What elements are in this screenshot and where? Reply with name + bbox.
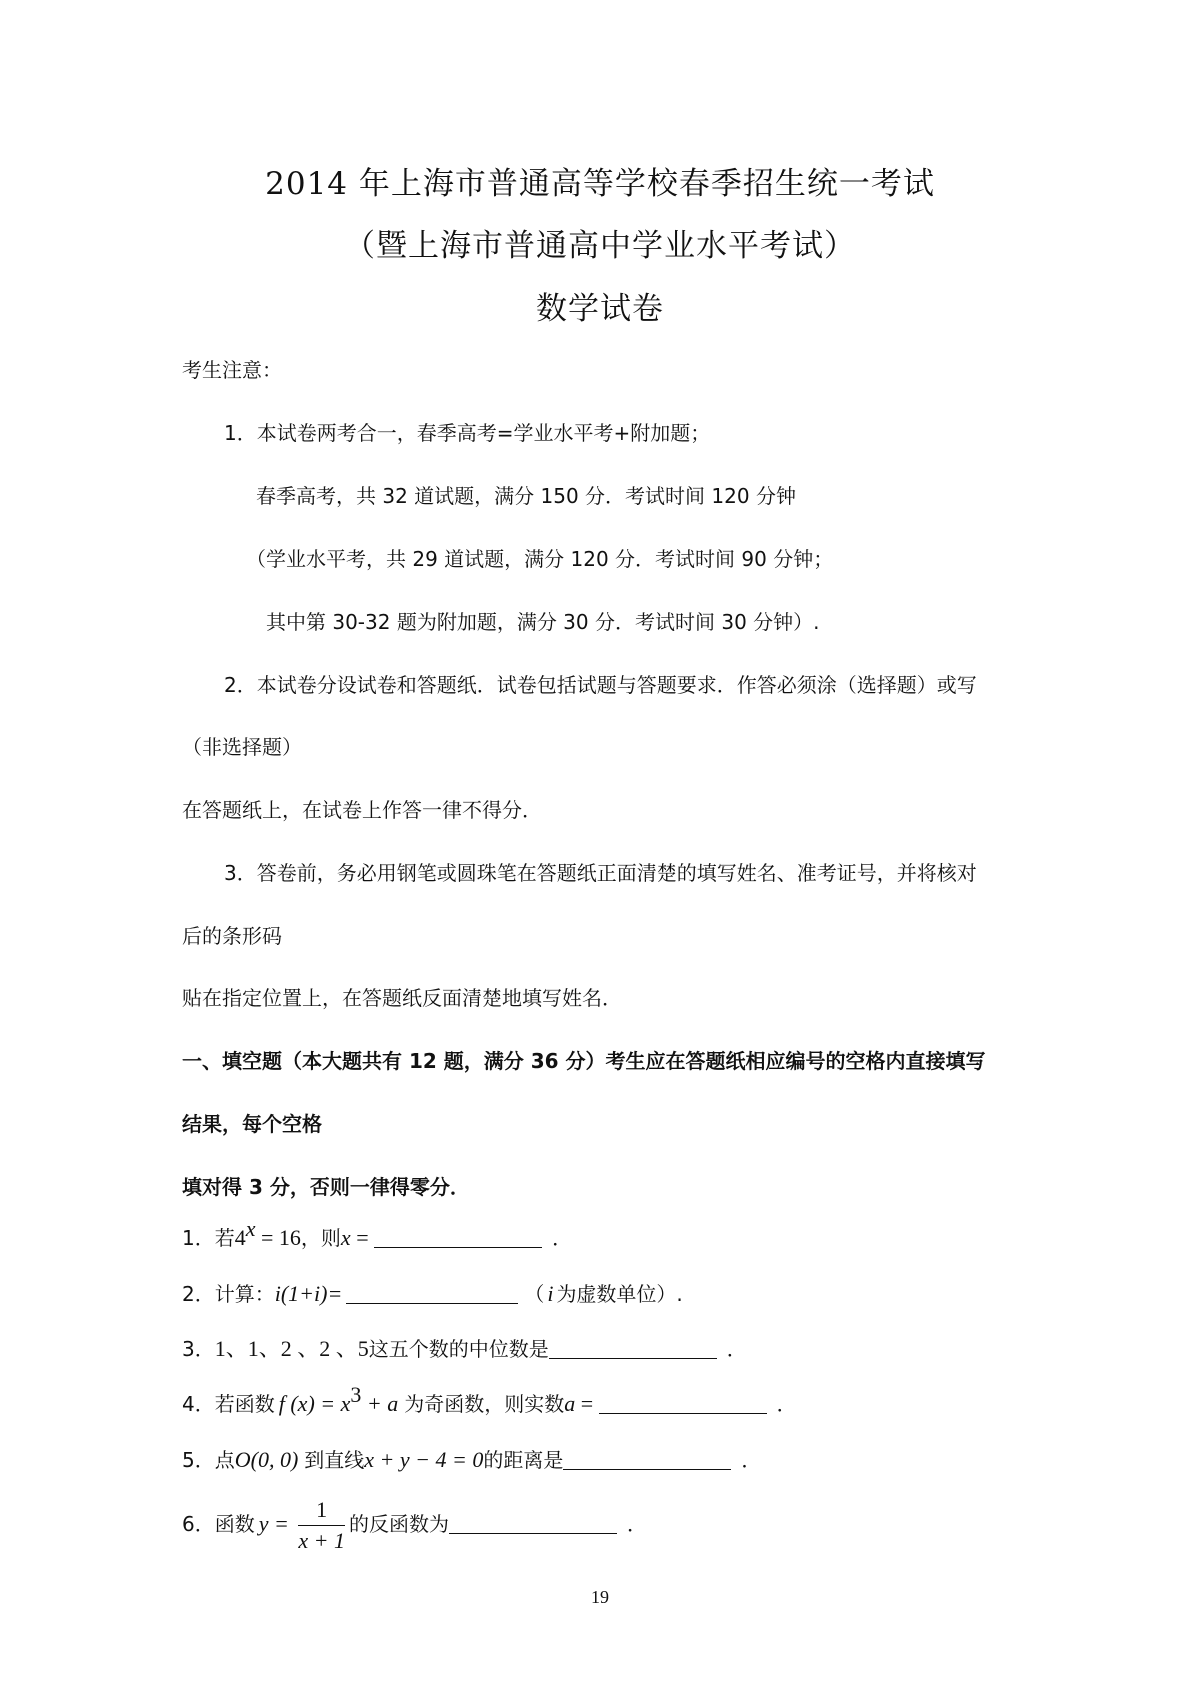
question-text: 的距离是 [483,1448,564,1472]
question-number: 2．计算： [182,1282,275,1306]
math-numbers: 1、1、2 、2 、5 [214,1336,369,1361]
notice-item-1-spring: 春季高考，共 32 道试题，满分 150 分．考试时间 120 分钟 [256,484,796,508]
question-2 [182,1282,683,1306]
question-text: 为虚数单位）. [556,1282,683,1306]
math-function: f (x) = x [278,1391,351,1416]
math-exponent: x [245,1216,256,1241]
math-equation: = 16 [255,1225,301,1250]
question-end: ． [726,1337,747,1361]
question-end: ． [626,1512,647,1536]
exam-subtitle: （暨上海市普通高中学业水平考试） [344,228,856,264]
math-line-equation: x + y − 4 = 0 [364,1447,484,1472]
notice-heading: 考生注意： [182,358,282,382]
question-text: 的反函数为 [348,1512,449,1536]
notice-item-2: 2．本试卷分设试卷和答题纸．试卷包括试题与答题要求．作答必须涂（选择题）或写 [224,673,977,697]
math-fraction [298,1497,345,1554]
notice-item-1: 1．本试卷两考合一，春季高考=学业水平考+附加题； [224,421,711,445]
section1-heading-end: 填对得 3 分，否则一律得零分． [182,1175,470,1199]
notice-item-3-end: 贴在指定位置上，在答题纸反面清楚地填写姓名． [182,986,622,1010]
math-equals: = [350,1225,375,1250]
answer-blank[interactable] [599,1393,767,1414]
question-4 [182,1382,797,1416]
math-equals: = [575,1391,599,1416]
section1-heading: 一、填空题（本大题共有 12 题，满分 36 分）考生应在答题纸相应编号的空格内直接填写 [182,1049,986,1073]
math-lhs: y = [258,1511,295,1536]
question-text: 这五个数的中位数是 [368,1337,549,1361]
math-point: O(0, 0) [234,1447,299,1472]
answer-blank[interactable] [449,1513,617,1534]
question-number: 4．若函数 [182,1392,275,1416]
notice-item-3: 3．答卷前，务必用钢笔或圆珠笔在答题纸正面清楚的填写姓名、准考证号，并将核对 [224,861,977,885]
math-expression: i(1+i)= [274,1281,343,1306]
notice-item-2-cont: （非选择题） [182,735,302,759]
answer-blank[interactable] [563,1449,731,1470]
question-text: ，则 [300,1226,341,1250]
answer-blank[interactable] [374,1227,542,1248]
fraction-denominator: x + 1 [298,1528,345,1553]
math-variable: i [547,1281,554,1306]
question-number: 1．若 [182,1226,235,1250]
section1-heading-cont: 结果，每个空格 [182,1112,322,1136]
question-text: 到直线 [304,1448,365,1472]
question-number: 5．点 [182,1448,235,1472]
notice-item-1-proficiency: （学业水平考，共 29 道试题，满分 120 分．考试时间 90 分钟； [246,547,834,571]
question-end: ． [552,1226,573,1250]
question-3 [182,1337,747,1361]
question-6 [182,1496,647,1554]
question-end: ． [741,1448,762,1472]
math-variable: x [340,1225,351,1250]
math-function-tail: + a [361,1391,399,1416]
notice-item-1-extra: 其中第 30-32 题为附加题，满分 30 分．考试时间 30 分钟）. [266,610,820,634]
question-number: 6．函数 [182,1512,255,1536]
answer-blank[interactable] [549,1338,717,1359]
notice-item-3-cont: 后的条形码 [182,924,282,948]
question-5 [182,1448,761,1472]
question-1 [182,1216,573,1250]
math-base: 4 [234,1225,246,1250]
notice-item-2-end: 在答题纸上，在试卷上作答一律不得分． [182,798,542,822]
fraction-numerator: 1 [298,1497,345,1526]
question-text: （ [524,1282,545,1306]
question-text: 为奇函数，则实数 [404,1392,565,1416]
exam-title: 2014 年上海市普通高等学校春季招生统一考试 [265,166,935,202]
math-variable: a [564,1391,576,1416]
exam-subject-title: 数学试卷 [536,291,664,327]
question-end: ． [776,1392,797,1416]
page-number: 19 [591,1587,609,1607]
question-number: 3． [182,1337,215,1361]
math-exponent: 3 [350,1382,362,1407]
answer-blank[interactable] [346,1283,518,1304]
